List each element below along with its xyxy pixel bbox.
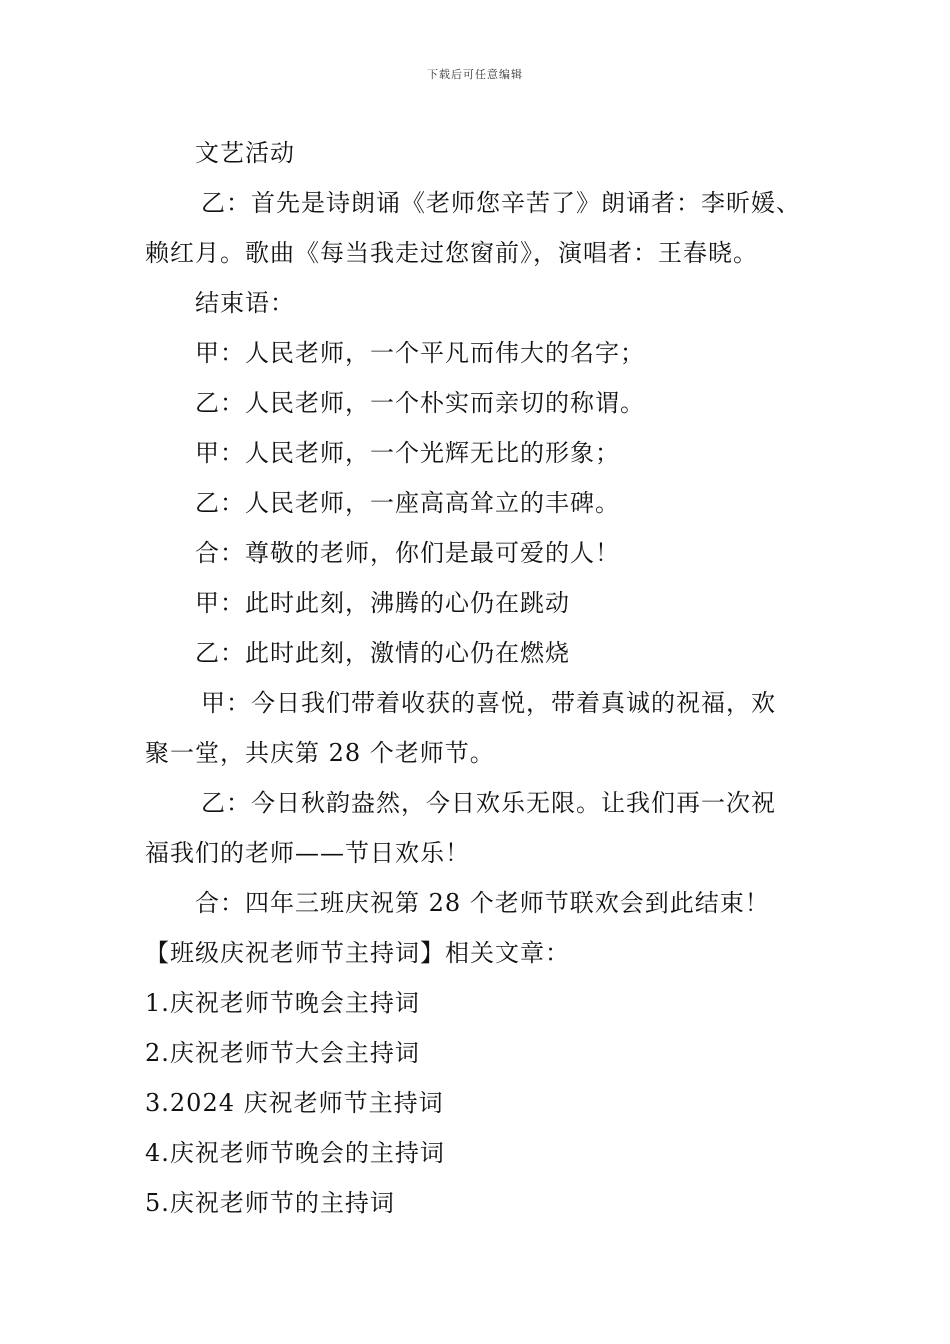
- header-note: 下载后可任意编辑: [427, 68, 523, 81]
- paragraph-line: 甲：今日我们带着收获的喜悦，带着真诚的祝福，欢: [201, 689, 776, 717]
- document-body: [145, 128, 825, 1228]
- paragraph-line: 乙：人民老师，一座高高耸立的丰碑。: [195, 489, 620, 517]
- paragraph-line: 福我们的老师——节日欢乐！: [145, 839, 470, 867]
- section-title: 文艺活动: [195, 139, 295, 167]
- paragraph-line: 合：尊敬的老师，你们是最可爱的人！: [195, 539, 620, 567]
- related-link[interactable]: 5.庆祝老师节的主持词: [145, 1189, 395, 1217]
- related-link[interactable]: 4.庆祝老师节晚会的主持词: [145, 1139, 445, 1167]
- paragraph-line: 乙：首先是诗朗诵《老师您辛苦了》朗诵者：李昕媛、: [201, 189, 801, 217]
- paragraph-line: 乙：此时此刻，激情的心仍在燃烧: [195, 639, 570, 667]
- paragraph-line: 乙：今日秋韵盎然，今日欢乐无限。让我们再一次祝: [201, 789, 776, 817]
- related-link[interactable]: 2.庆祝老师节大会主持词: [145, 1039, 420, 1067]
- paragraph-line: 甲：此时此刻，沸腾的心仍在跳动: [195, 589, 570, 617]
- paragraph-line: 甲：人民老师，一个光辉无比的形象；: [195, 439, 620, 467]
- related-link[interactable]: 1.庆祝老师节晚会主持词: [145, 989, 420, 1017]
- paragraph-line: 赖红月。歌曲《每当我走过您窗前》，演唱者：王春晓。: [145, 239, 758, 267]
- related-heading: 【班级庆祝老师节主持词】相关文章：: [145, 939, 570, 967]
- paragraph-line: 合：四年三班庆祝第 28 个老师节联欢会到此结束！: [195, 889, 770, 917]
- paragraph-line: 聚一堂，共庆第 28 个老师节。: [145, 739, 495, 767]
- paragraph-line: 甲：人民老师，一个平凡而伟大的名字；: [195, 339, 645, 367]
- related-link[interactable]: 3.2024 庆祝老师节主持词: [145, 1089, 444, 1117]
- paragraph-line: 乙：人民老师，一个朴实而亲切的称谓。: [195, 389, 645, 417]
- section-title: 结束语：: [195, 289, 295, 317]
